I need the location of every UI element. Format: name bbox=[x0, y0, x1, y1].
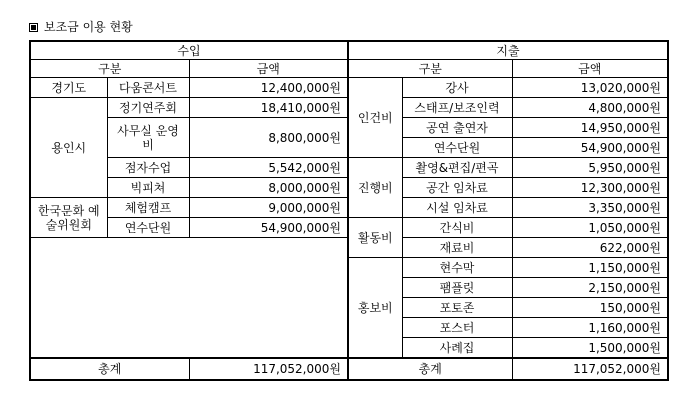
expense-total-label: 총계 bbox=[348, 358, 512, 380]
income-header: 수입 bbox=[30, 41, 348, 60]
expense-item: 공연 출연자 bbox=[402, 118, 512, 138]
expense-item: 스태프/보조인력 bbox=[402, 98, 512, 118]
expense-amount: 13,020,000원 bbox=[512, 78, 668, 98]
expense-total-amount: 117,052,000원 bbox=[512, 358, 668, 380]
expense-item: 공간 임차료 bbox=[402, 178, 512, 198]
section-title bbox=[29, 17, 133, 37]
expense-amount: 4,800,000원 bbox=[512, 98, 668, 118]
income-total-label: 총계 bbox=[30, 358, 189, 380]
income-item: 다움콘서트 bbox=[107, 78, 189, 98]
income-item: 점자수업 bbox=[107, 158, 189, 178]
header-row-sub bbox=[30, 60, 668, 78]
income-amount: 54,900,000원 bbox=[189, 218, 348, 238]
income-item: 연수단원 bbox=[107, 218, 189, 238]
income-amount-header: 금액 bbox=[189, 60, 348, 78]
expense-item: 사례집 bbox=[402, 338, 512, 359]
income-amount: 8,000,000원 bbox=[189, 178, 348, 198]
income-source-arts-council: 한국문화 예술위원회 bbox=[30, 198, 107, 238]
expense-amount: 1,050,000원 bbox=[512, 218, 668, 238]
income-item: 빅피쳐 bbox=[107, 178, 189, 198]
expense-amount: 1,500,000원 bbox=[512, 338, 668, 359]
income-amount: 9,000,000원 bbox=[189, 198, 348, 218]
expense-group-operation: 진행비 bbox=[348, 158, 402, 218]
expense-group-promotion: 홍보비 bbox=[348, 258, 402, 359]
section-title-text: 보조금 이용 현황 bbox=[44, 20, 133, 34]
expense-amount-header: 금액 bbox=[512, 60, 668, 78]
expense-item: 촬영&편집/편곡 bbox=[402, 158, 512, 178]
total-row bbox=[30, 358, 668, 380]
expense-amount: 12,300,000원 bbox=[512, 178, 668, 198]
income-source-yongin: 용인시 bbox=[30, 98, 107, 198]
expense-amount: 1,160,000원 bbox=[512, 318, 668, 338]
income-amount: 5,542,000원 bbox=[189, 158, 348, 178]
expense-item: 팸플릿 bbox=[402, 278, 512, 298]
expense-item: 연수단원 bbox=[402, 138, 512, 158]
expense-amount: 1,150,000원 bbox=[512, 258, 668, 278]
expense-item: 간식비 bbox=[402, 218, 512, 238]
expense-amount: 3,350,000원 bbox=[512, 198, 668, 218]
expense-amount: 150,000원 bbox=[512, 298, 668, 318]
expense-item: 시설 임차료 bbox=[402, 198, 512, 218]
table-row bbox=[30, 158, 668, 178]
expense-amount: 5,950,000원 bbox=[512, 158, 668, 178]
income-item: 사무실 운영비 bbox=[107, 118, 189, 158]
table-row bbox=[30, 78, 668, 98]
income-amount: 12,400,000원 bbox=[189, 78, 348, 98]
expense-group-personnel: 인건비 bbox=[348, 78, 402, 158]
income-amount: 8,800,000원 bbox=[189, 118, 348, 158]
income-source-gyeonggi: 경기도 bbox=[30, 78, 107, 98]
header-row-top bbox=[30, 41, 668, 60]
expense-amount: 622,000원 bbox=[512, 238, 668, 258]
income-category-header: 구분 bbox=[30, 60, 189, 78]
expense-item: 포스터 bbox=[402, 318, 512, 338]
subsidy-table bbox=[29, 40, 669, 381]
expense-amount: 2,150,000원 bbox=[512, 278, 668, 298]
expense-header: 지출 bbox=[348, 41, 668, 60]
expense-amount: 54,900,000원 bbox=[512, 138, 668, 158]
income-amount: 18,410,000원 bbox=[189, 98, 348, 118]
expense-item: 포토존 bbox=[402, 298, 512, 318]
expense-item: 현수막 bbox=[402, 258, 512, 278]
expense-category-header: 구분 bbox=[348, 60, 512, 78]
income-empty-area bbox=[30, 238, 348, 359]
expense-item: 재료비 bbox=[402, 238, 512, 258]
expense-group-activity: 활동비 bbox=[348, 218, 402, 258]
expense-item: 강사 bbox=[402, 78, 512, 98]
expense-amount: 14,950,000원 bbox=[512, 118, 668, 138]
table-row bbox=[30, 218, 668, 238]
square-bullet-icon bbox=[29, 23, 38, 32]
income-item: 체험캠프 bbox=[107, 198, 189, 218]
income-item: 정기연주회 bbox=[107, 98, 189, 118]
income-total-amount: 117,052,000원 bbox=[189, 358, 348, 380]
